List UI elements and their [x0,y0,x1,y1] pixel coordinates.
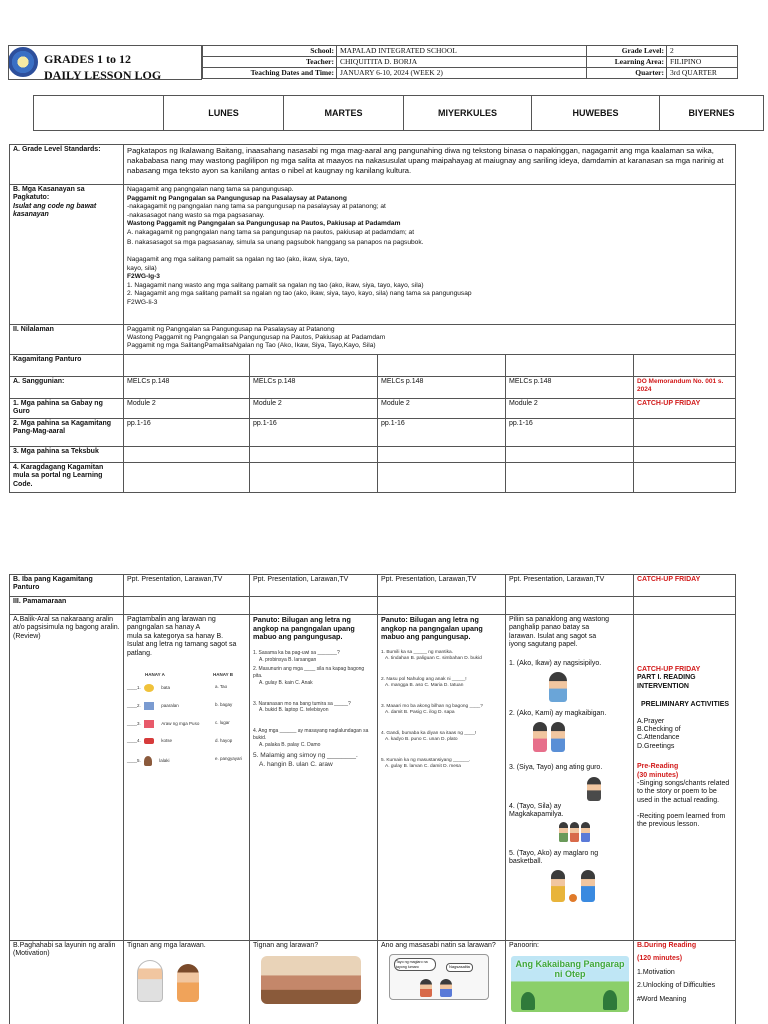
competency-label: B. Mga Kasanayan sa Pagkatuto: [13,186,85,202]
fri-prelim-item: C.Attendance [637,734,680,742]
tue-review [250,615,378,941]
family-meal-icon [261,956,361,1004]
day-friday: BIYERNES [660,96,764,131]
wed-quiz: 1. Bumili ka sa _____ ng mantika. A. tindahan B. paliguan C. simbahan D. bukid 2. Nasu pol Nahulog ang anak ni _____! A. mangga B. aso C. Maria D. tatuan 3. Maaari mo ba akong bilhan ng bagong ____? A. damit B. Pasig C. ilog D. sapa 4. Gandi, bumaba ka diyan sa itaas ng ____! A. kadyo B. puno C. unan D. plato 5. Kumain ka ng masustansiyang ______. A. gulay B. larvan C. damit D. mesa [381,649,483,770]
gabay-tue: Module 2 [250,399,378,419]
comp-line: -nakasasagot nang wasto sa mga pagsasanay. [127,211,265,219]
col-a-header: HANAY A [145,671,165,677]
days-corner [34,96,164,131]
grade-label: Grade Level: [587,46,667,57]
area-value: FILIPINO [667,57,738,68]
teacher-icon [587,777,601,801]
child-icon [144,684,154,692]
header-info-table [202,45,738,79]
fri-prereading: Pre-Reading [637,763,679,771]
wed-motivation-text: Ano ang masasabi natin sa larawan? [381,942,496,949]
fri-during-item: 1.Motivation [637,968,675,976]
match-row: ____5. lalaki e. pangyayari [127,756,245,766]
comp-line: Wastong Paggamit ng Pangngalan sa Pangungusap na Pautos, Pakiusap at Padamdam [127,220,401,228]
quarter-label: Quarter: [587,68,667,79]
dates-label: Teaching Dates and Time: [203,68,337,79]
car-icon [144,738,154,744]
nilalaman-line: Wastong Paggamit ng Pangngalan sa Pangungusap na Pautos, Pakiusap at Padamdam [127,334,386,342]
school-icon [144,702,154,710]
thu-review [506,615,634,941]
kag-wed: pp.1-16 [378,419,506,447]
wed-review-title: Panuto: Bilugan ang letra ng angkop na pangngalan upang mabuo ang pangungusap. [381,615,483,642]
fri-prelim: PRELIMINARY ACTIVITIES [641,701,730,709]
thu-review-line: panghalip panao batay sa [509,624,590,632]
family-icon [559,822,630,842]
thu-motivation-text: Panoorin: [509,942,539,949]
thu-motivation [506,941,634,1024]
wed-motivation [378,941,506,1024]
day-thursday: HUWEBES [532,96,660,131]
thu-item: 5. (Tayo, Ako) ay maglaro ng basketball. [509,849,599,865]
fri-during-time: (120 minutes) [637,955,683,963]
iba-mon: Ppt. Presentation, Larawan,TV [124,575,250,597]
comp-spacer [127,248,732,256]
comp-line: Nagagamit ang pangngalan nang tama sa pangungusap. [127,186,294,193]
gabay-thu: Module 2 [506,399,634,419]
day-tuesday: MARTES [284,96,404,131]
story-poster [511,956,629,1012]
tree-icon [521,992,535,1010]
mon-review-line: Isulat ang letra ng tamang sagot sa [127,641,237,649]
area-label: Learning Area: [587,57,667,68]
section1-table [9,144,736,493]
comp-line: 2. Nagagamit ang mga salitang pamalit sa ngalan ng tao (ako, ikaw, siya, tayo, kayo, sila) nang tama sa pangungusap [127,290,472,298]
fri-prelim-item: A.Prayer [637,717,665,725]
grade-value: 2 [667,46,738,57]
match-row: ____3. Araw ng mga Puso c. lugar [127,719,230,727]
motivation-label: B.Paghahabi sa layunin ng aralin (Motivation) [10,941,124,1024]
standards-text: Pagkatapos ng Ikalawang Baitang, inaasahang nasasabi ng mga mag-aaral ang pangunahing diwa ng tekstong binasa o napakinggan, nagagamit ang mga kaalaman sa wika, nakababasa nang may wastong paglilipon ng mga salita at maayos na nakasusulat upang maipahayag at maiugnay ang sariling ideya, damdamin at karanasan sa mga narinig at nabasang mga teksto ayon sa kanilang antas o nibel at kaugnay ng kanilang kultura. [124,145,736,185]
sanggunian-mon: MELCs p.148 [124,377,250,399]
comp-line: F2WG-Ii-3 [127,298,158,306]
mon-review-line: Pagtambalin ang larawan ng [127,616,216,623]
fri-part: PART I. READING INTERVENTION [637,674,696,690]
thu-review-line: iyong sagutang papel. [509,641,578,649]
tree-icon [603,990,617,1010]
conversation-picture [389,954,489,1000]
karagdagan-label: 4. Karagdagang Kagamitan mula sa portal ng Learning Code. [10,463,124,493]
match-row: ____2. paaralan b. bagay [127,701,233,709]
poster-title: Ang Kakaibang Pangarap ni Otep [515,959,625,979]
thu-item: 3. (Siya, Tayo) ang ating guro. [509,764,603,772]
fri-review [634,615,736,941]
comp-line: Nagagamit ang mga salitang pamalit sa ngalan ng tao (ako, ikaw, siya, tayo, [127,255,350,263]
balik-label: A.Balik-Aral sa nakaraang aralin at/o pagsisimula ng bagong aralin.(Review) [10,615,124,941]
pamamaraan-label: III. Pamamaraan [10,597,124,615]
kagamitang-mag-label: 2. Mga pahina sa Kagamitang Pang-Mag-aaral [10,419,124,447]
day-monday: LUNES [164,96,284,131]
fri-during-item: 2.Unlocking of Difficulties [637,982,716,990]
fri-reciting: -Reciting poem learned from the previous lesson. [637,813,726,829]
boy-icon [144,756,152,766]
friends-icon [533,722,630,752]
comp-line: kayo, sila) [127,264,157,272]
competency-sub: Isulat ang code ng bawat kasanayan [13,202,97,219]
nilalaman-body [124,325,736,355]
teacher-label: Teacher: [203,57,337,68]
comp-line: B. nakasasagot sa mga pagsasanay, simula sa unang pagsubok hanggang sa panapos na pagsubok. [127,239,424,247]
match-row: ____4. kotse d. hayop [127,737,233,744]
wed-review [378,615,506,941]
days-table [33,95,764,131]
iba-label: B. Iba pang Kagamitang Panturo [10,575,124,597]
mon-motivation [124,941,250,1024]
quarter-value: 3rd QUARTER [667,68,738,79]
comp-line: A. nakagagamit ng pangngalan nang tama sa pangungusap na pautos, pakiusap at padamdam; at [127,228,415,236]
sanggunian-wed: MELCs p.148 [378,377,506,399]
fri-during-item: #Word Meaning [637,995,687,1003]
school-label: School: [203,46,337,57]
label-bubble: Nagsasalita [446,963,473,972]
school-value: MAPALAD INTEGRATED SCHOOL [337,46,587,57]
sanggunian-thu: MELCs p.148 [506,377,634,399]
fri-prereading-text: -Singing songs/chants related to the story or poem to be used in the actual reading. [637,779,730,804]
standards-label: A. Grade Level Standards: [10,145,124,185]
kagamitan-label: Kagamitang Panturo [10,355,124,377]
iba-fri: CATCH-UP FRIDAY [634,575,736,597]
iba-thu: Ppt. Presentation, Larawan,TV [506,575,634,597]
iba-tue: Ppt. Presentation, Larawan,TV [250,575,378,597]
gabay-fri: CATCH-UP FRIDAY [634,399,736,419]
title-line2: DAILY LESSON LOG [44,68,162,82]
speech-bubble: Tayo ng maglaro na tayong lumaro [394,958,436,971]
title-line1: GRADES 1 to 12 [44,52,132,66]
kag-tue: pp.1-16 [250,419,378,447]
basketball-icon [551,870,630,902]
thu-item: 4. (Tayo, Sila) ay Magkakapamilya. [509,802,564,819]
competency-body [124,185,736,325]
brushing-teeth-icon [549,672,567,702]
dates-value: JANUARY 6-10, 2024 (WEEK 2) [337,68,587,79]
sanggunian-label: A. Sanggunian: [10,377,124,399]
mon-review-line: pangngalan sa hanay A [127,624,201,632]
teacher-value: CHIQUITITA D. BORJA [337,57,587,68]
comp-line: Paggamit ng Pangngalan sa Pangungusap na Pasalaysay at Patanong [127,194,347,202]
gabay-label: 1. Mga pahina sa Gabay ng Guro [10,399,124,419]
fri-motivation [634,941,736,1024]
fri-title: CATCH-UP FRIDAY [637,666,701,673]
kag-mon: pp.1-16 [124,419,250,447]
kid-figure-icon [420,979,432,997]
mon-review-line: mula sa kategorya sa hanay B. [127,632,224,640]
comp-line: -nakagagamit ng pangngalan nang tama sa pangungusap na pasalaysay at patanong; at [127,203,386,211]
mon-review [124,615,250,941]
fri-prereading-time: (30 minutes) [637,771,679,779]
comp-line: 1. Nagagamit nang wasto ang mga salitang pamalit sa ngalan ng tao (ako, ikaw, siya, tayo, kayo, sila) [127,281,424,289]
sanggunian-tue: MELCs p.148 [250,377,378,399]
gabay-wed: Module 2 [378,399,506,419]
mon-review-line: patlang. [127,649,152,657]
cooking-kids-icon [137,960,246,1002]
section2-table [9,574,736,1024]
day-wednesday: MIYERKULES [404,96,532,131]
fri-prelim-item: B.Checking of [637,725,681,733]
tue-motivation [250,941,378,1024]
tue-quiz: 1. Sasama ka ba pag-uwi sa _______? A. probinsya B. larsangan 2. Masunurin ang mga ____ sila na kapag bagong pita. A. gulay B. kain C. Anak 3. Naranasan mo na bang tumira sa _____? A. bukid B. laptop C. telebisyon 4. Ang mga ______ ay masayang naglalundagan sa bukid. A. palaka B. palay C. Damo 5. Malamig ang simoy ng ________. A. hangin B. ulan C. araw [253,649,369,769]
nilalaman-label: II. Nilalaman [10,325,124,355]
gabay-mon: Module 2 [124,399,250,419]
fri-prelim-item: D.Greetings [637,742,675,750]
thu-item: 1. (Ako, Ikaw) ay nagsisipilyo. [509,659,602,667]
tue-motivation-text: Tignan ang larawan? [253,942,319,949]
competency-cell [10,185,124,325]
thu-review-line: larawan. Isulat ang sagot sa [509,632,597,640]
title-box [8,45,202,80]
thu-review-line: Piliin sa panaklong ang wastong [509,616,610,623]
kid-figure-icon [440,979,452,997]
sanggunian-fri: DO Memorandum No. 001 s. 2024 [634,377,736,399]
heart-icon [144,720,154,728]
fri-during: B.During Reading [637,942,697,949]
teksbuk-label: 3. Mga pahina sa Teksbuk [10,447,124,463]
col-b-header: HANAY B [213,671,234,677]
thu-item: 2. (Ako, Kami) ay magkaibigan. [509,709,607,717]
tue-review-title: Panuto: Bilugan ang letra ng angkop na pangngalan upang mabuo ang pangungusap. [253,615,355,642]
matching-worksheet [127,672,246,772]
nilalaman-line: Paggamit ng Pangngalan sa Pangungusap na Pasalaysay at Patanong [127,326,335,333]
iba-wed: Ppt. Presentation, Larawan,TV [378,575,506,597]
nilalaman-line: Paggamit ng mga SalitangPamalitsaNgalan ng Tao (Ako, Ikaw, Siya, Tayo,Kayo, Sila) [127,342,376,350]
comp-line: F2WG-Ig-3 [127,273,160,281]
match-row: ____1. bata a. Tao [127,683,228,691]
kag-thu: pp.1-16 [506,419,634,447]
mon-motivation-text: Tignan ang mga larawan. [127,942,206,949]
